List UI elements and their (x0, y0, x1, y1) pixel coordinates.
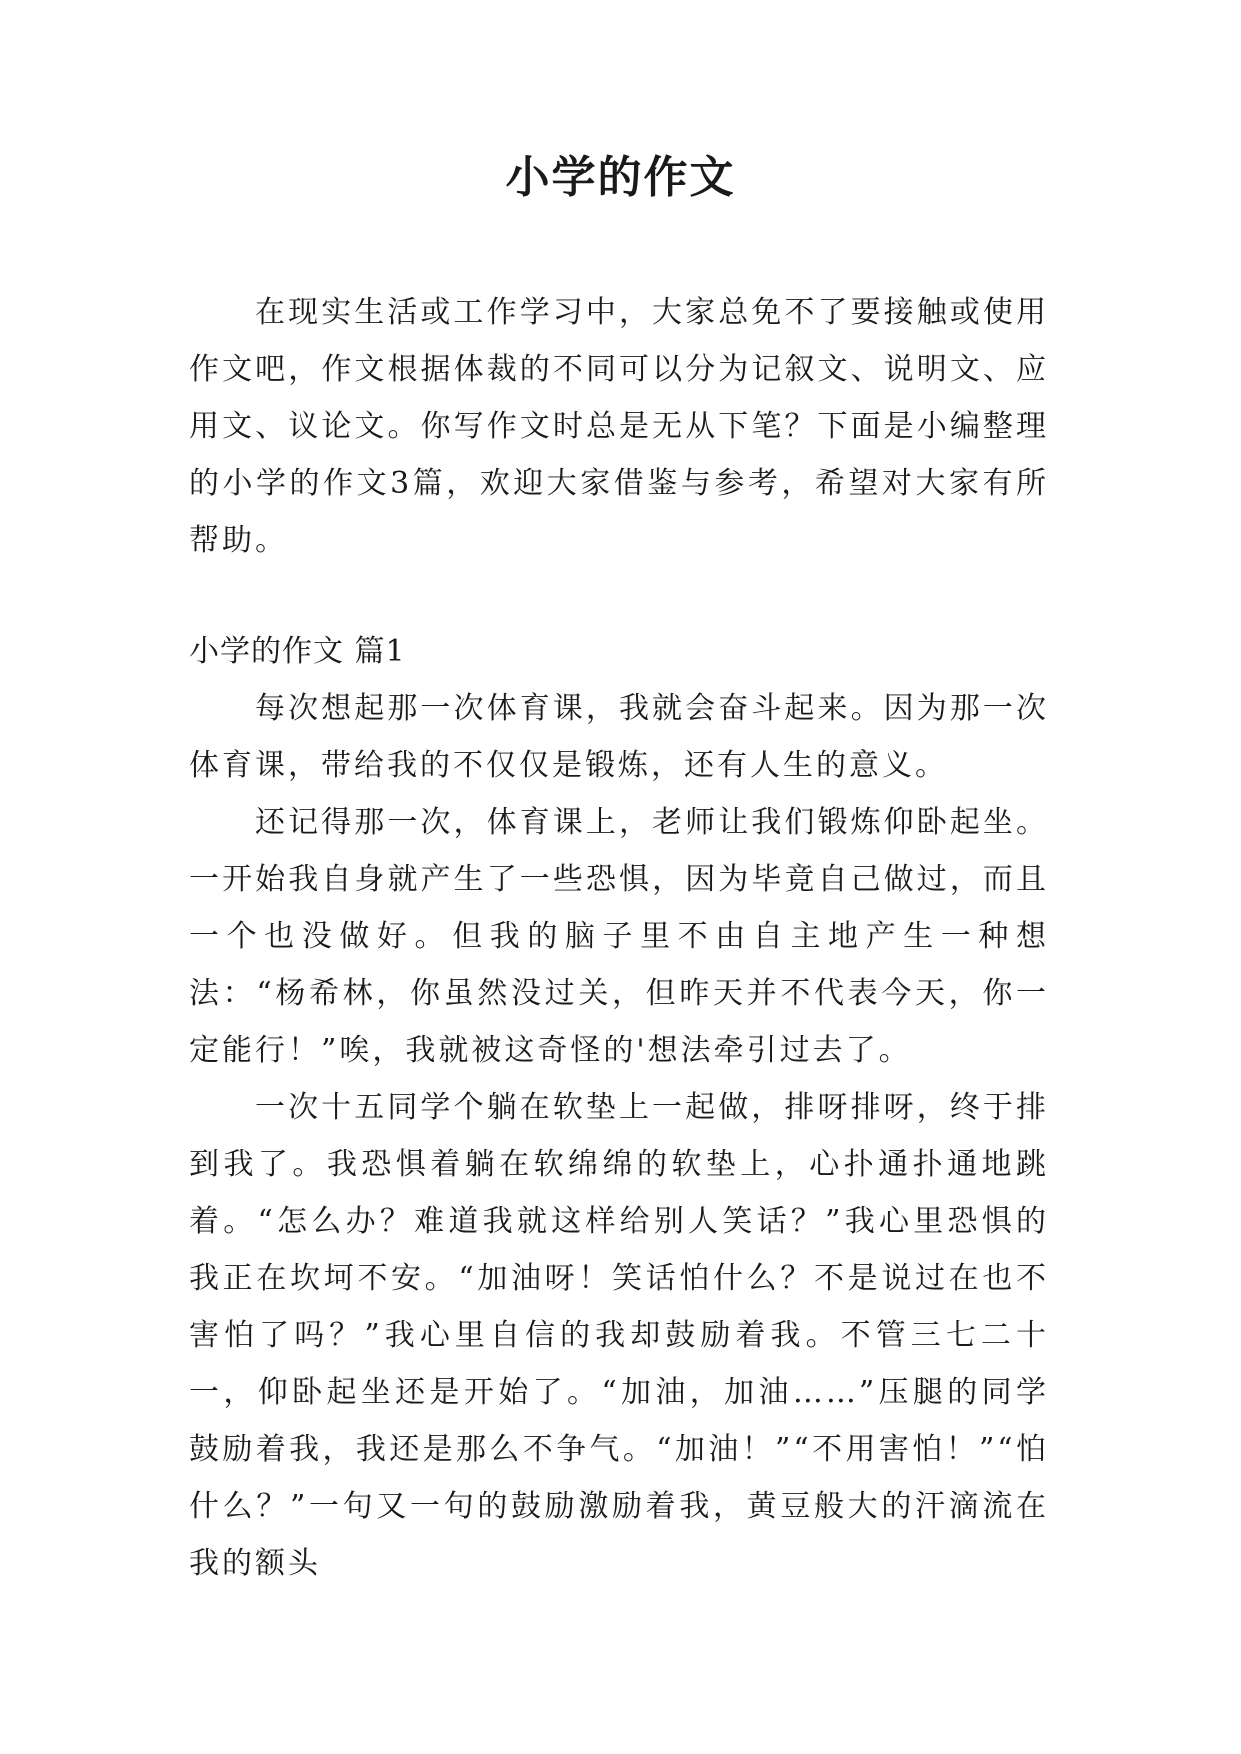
document-title: 小学的作文 (505, 152, 736, 203)
body-paragraph: 一次十五同学个躺在软垫上一起做，排呀排呀，终于排到我了。我恐惧着躺在软绵绵的软垫上，心扑通扑通地跳着。“怎么办？难道我就这样给别人笑话？”我心里恐惧的我正在坎坷不安。“加油呀！笑话怕什么？不是说过在也不害怕了吗？”我心里自信的我却鼓励着我。不管三七二十一，仰卧起坐还是开始了。“加油，加油……”压腿的同学鼓励着我，我还是那么不争气。“加油！”“不用害怕！”“怕什么？”一句又一句的鼓励激励着我，黄豆般大的汗滴流在我的额头 (189, 1090, 1049, 1581)
document-body (189, 284, 1049, 1592)
body-paragraph: 每次想起那一次体育课，我就会奋斗起来。因为那一次体育课，带给我的不仅仅是锻炼，还有人生的意义。 (189, 691, 1049, 783)
body-paragraph: 还记得那一次，体育课上，老师让我们锻炼仰卧起坐。一开始我自身就产生了一些恐惧，因为毕竟自己做过，而且一个也没做好。但我的脑子里不由自主地产生一种想法：“杨希林，你虽然没过关，但昨天并不代表今天，你一定能行！”唉，我就被这奇怪的'想法牵引过去了。 (189, 805, 1049, 1068)
section-heading: 小学的作文 篇1 (189, 634, 406, 669)
intro-paragraph: 在现实生活或工作学习中，大家总免不了要接触或使用作文吧，作文根据体裁的不同可以分为记叙文、说明文、应用文、议论文。你写作文时总是无从下笔？下面是小编整理的小学的作文3篇，欢迎大家借鉴与参考，希望对大家有所帮助。 (189, 295, 1049, 558)
